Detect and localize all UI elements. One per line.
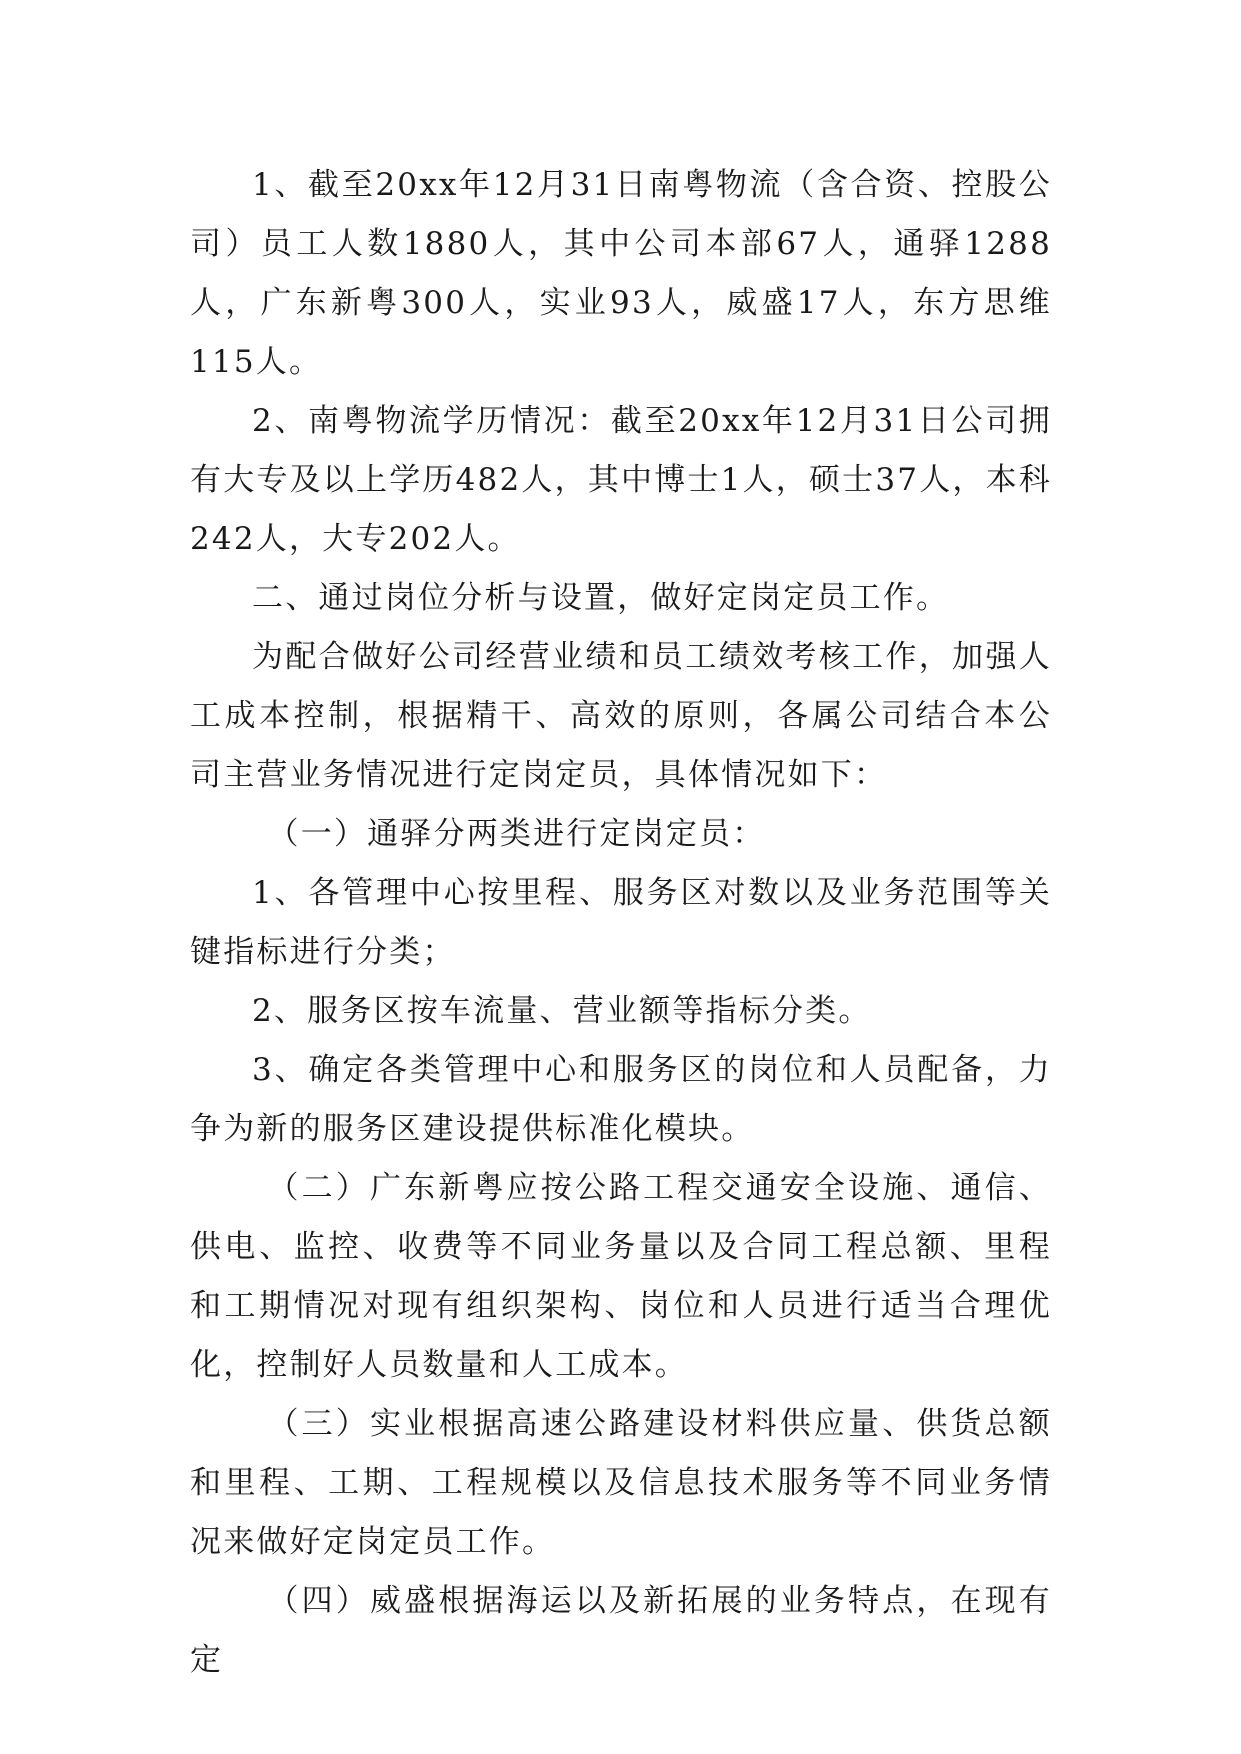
paragraph-staff-count: 1、截至20xx年12月31日南粤物流（含合资、控股公司）员工人数1880人，其中公司本部67人，通驿1288人，广东新粤300人，实业93人，威盛17人，东方思维115人。: [190, 167, 1052, 380]
paragraph-xinyue: （二）广东新粤应按公路工程交通安全设施、通信、供电、监控、收费等不同业务量以及合同工程总额、里程和工期情况对现有组织架构、岗位和人员进行适当合理优化，控制好人员数量和人工成本。: [190, 1170, 1052, 1383]
paragraph-item-1: 1、各管理中心按里程、服务区对数以及业务范围等关键指标进行分类；: [190, 875, 1052, 970]
paragraph-weisheng: （四）威盛根据海运以及新拓展的业务特点，在现有定: [190, 1583, 1052, 1678]
paragraph-item-3: 3、确定各类管理中心和服务区的岗位和人员配备，力争为新的服务区建设提供标准化模块。: [190, 1052, 1052, 1147]
section-heading-2: 二、通过岗位分析与设置，做好定岗定员工作。: [252, 580, 950, 616]
paragraph-education: 2、南粤物流学历情况：截至20xx年12月31日公司拥有大专及以上学历482人，其中博士1人，硕士37人，本科242人，大专202人。: [190, 403, 1052, 557]
paragraph-shiye: （三）实业根据高速公路建设材料供应量、供货总额和里程、工期、工程规模以及信息技术服务等不同业务情况来做好定岗定员工作。: [190, 1406, 1052, 1560]
paragraph-item-2: 2、服务区按车流量、营业额等指标分类。: [252, 993, 872, 1029]
paragraph-intro: 为配合做好公司经营业绩和员工绩效考核工作，加强人工成本控制，根据精干、高效的原则，各属公司结合本公司主营业务情况进行定岗定员，具体情况如下：: [190, 639, 1052, 793]
subheading-tongyi: （一）通驿分两类进行定岗定员：: [267, 816, 766, 852]
document-body: [190, 156, 1052, 1690]
